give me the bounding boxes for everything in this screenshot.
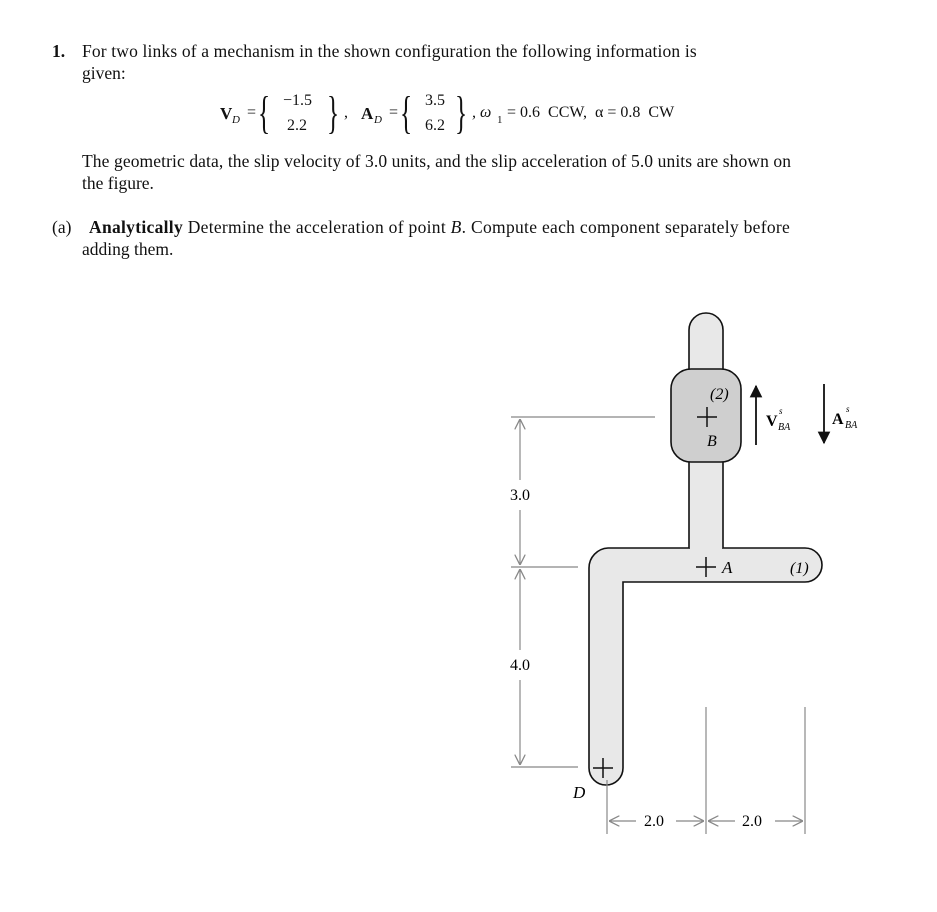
ad-top-value: 3.5 xyxy=(425,92,445,109)
omega-symbol: , ω xyxy=(472,104,492,121)
vd-top-value: −1.5 xyxy=(283,92,313,109)
label-B: B xyxy=(707,433,717,450)
slip-acceleration-sup: s xyxy=(846,404,850,414)
label-link-2: (2) xyxy=(710,386,729,403)
dimension-2-0-right: 2.0 xyxy=(742,813,762,830)
part-a-point: B xyxy=(450,217,462,237)
slip-acceleration-sub: BA xyxy=(845,420,858,431)
vd-subscript: D xyxy=(232,114,240,126)
vertical-dimension xyxy=(511,417,655,767)
geometry-line1: The geometric data, the slip velocity of 3.0 units, and the slip acceleration of 5.0 units are shown on xyxy=(82,151,792,171)
part-a-line2: adding them. xyxy=(82,239,174,259)
dimension-2-0-left: 2.0 xyxy=(644,813,664,830)
ad-symbol: A xyxy=(361,104,374,123)
slip-velocity-sub: BA xyxy=(778,422,791,433)
vd-brace-left: { xyxy=(258,87,271,138)
slip-velocity-symbol: V xyxy=(766,413,778,430)
horizontal-dimension xyxy=(607,707,805,834)
part-a-text-end: . Compute each component separately before xyxy=(461,217,791,237)
part-a-bold-word: Analytically xyxy=(89,217,184,237)
problem-intro-line1: For two links of a mechanism in the shown configuration the following information is xyxy=(82,41,697,61)
omega-alpha-values: = 0.6 CCW, α = 0.8 CW xyxy=(503,104,675,121)
ad-subscript: D xyxy=(374,114,382,126)
omega-subscript: 1 xyxy=(497,114,503,126)
part-a-text: Determine the acceleration of point xyxy=(183,217,451,237)
ad-brace-right: } xyxy=(455,87,468,138)
slip-acceleration-symbol: A xyxy=(832,411,844,428)
given-equation: V D = { −1.5 2.2 } , A D = { 3.5 6.2 } , ω 1 = 0.6 CCW, α = 0.8 CW xyxy=(220,87,675,138)
vd-bottom-value: 2.2 xyxy=(287,117,307,134)
slip-velocity-sup: s xyxy=(779,406,783,416)
ad-bottom-value: 6.2 xyxy=(425,117,445,134)
label-D: D xyxy=(573,783,586,802)
problem-intro-line2: given: xyxy=(82,63,126,83)
part-a-label: (a) xyxy=(52,217,72,237)
dimension-4-0: 4.0 xyxy=(510,657,530,674)
vd-symbol: V xyxy=(220,104,233,123)
ad-brace-left: { xyxy=(400,87,413,138)
link-2-slider xyxy=(671,369,741,462)
geometry-line2: the figure. xyxy=(82,173,154,193)
label-link-1: (1) xyxy=(790,560,809,577)
dimension-3-0: 3.0 xyxy=(510,487,530,504)
problem-number: 1. xyxy=(52,41,66,61)
label-A: A xyxy=(722,558,733,577)
vd-brace-right: } xyxy=(327,87,340,138)
